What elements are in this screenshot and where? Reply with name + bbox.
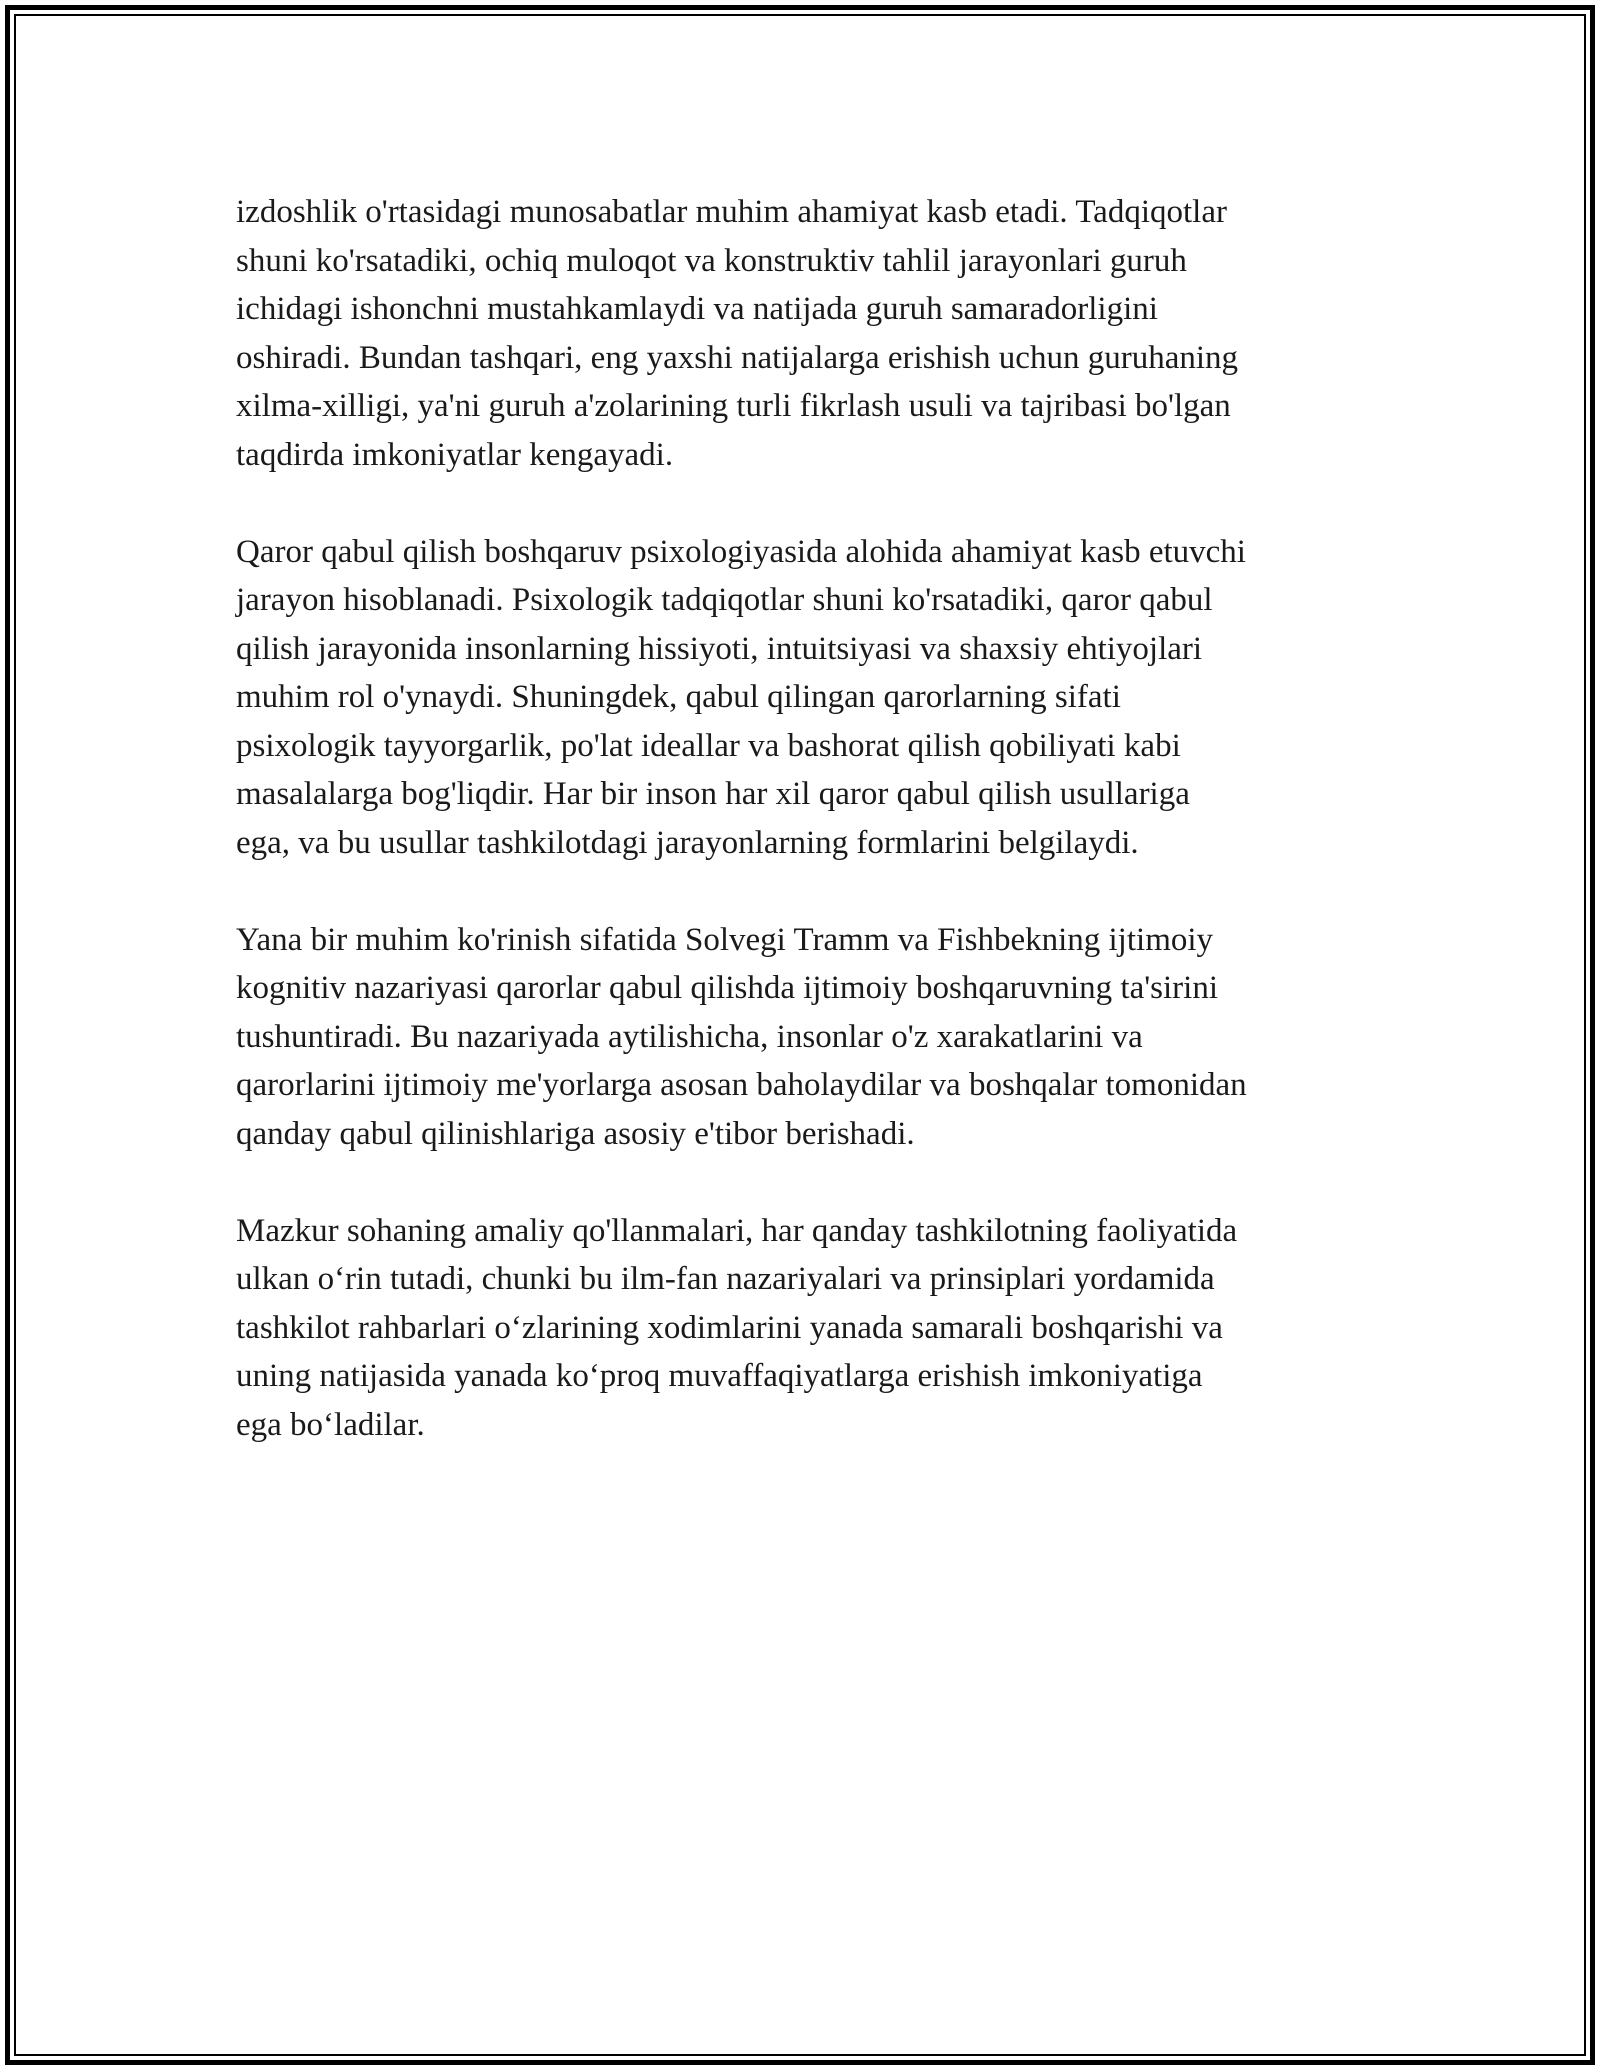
paragraph-group-ideas: izdoshlik o'rtasidagi munosabatlar muhim ahamiyat kasb etadi. Tadqiqotlar shuni ko'rsatadiki, ochiq muloqot va konstruktiv tahlil jarayonlari guruh ichidagi ishonchni mustahkamlaydi va natijada guruh samaradorligini oshiradi. Bundan tashqari, eng yaxshi natijalarga erishish uchun guruhaning xilma-xilligi, ya'ni guruh a'zolarining turli fikrlash usuli va tajribasi bo'lgan taqdirda imkoniyatlar kengayadi. <box>236 194 1239 473</box>
paragraph-social-cognitive-theory: Yana bir muhim ko'rinish sifatida Solvegi Tramm va Fishbekning ijtimoiy kognitiv nazariyasi qarorlar qabul qilishda ijtimoiy boshqaruvning ta'sirini tushuntiradi. Bu nazariyada aytilishicha, insonlar o'z xarakatlarini va qarorlarini ijtimoiy me'yorlarga asosan baholaydilar va boshqalar tomonidan qanday qabul qilinishlariga asosiy e'tibor berishadi. <box>236 921 1247 1152</box>
document-body <box>236 188 1396 1498</box>
paragraph-decision-making: Qaror qabul qilish boshqaruv psixologiyasida alohida ahamiyat kasb etuvchi jarayon hisoblanadi. Psixologik tadqiqotlar shuni ko'rsatadiki, qaror qabul qilish jarayonida insonlarning hissiyoti, intuitsiyasi va shaxsiy ehtiyojlari muhim rol o'ynaydi. Shuningdek, qabul qilingan qarorlarning sifati psixologik tayyorgarlik, po'lat ideallar va bashorat qilish qobiliyati kabi masalalarga bog'liqdir. Har bir inson har xil qaror qabul qilish usullariga ega, va bu usullar tashkilotdagi jarayonlarning formlarini belgilaydi. <box>236 533 1246 861</box>
paragraph-practical-applications: Mazkur sohaning amaliy qo'llanmalari, har qanday tashkilotning faoliyatida ulkan o‘rin tutadi, chunki bu ilm-fan nazariyalari va prinsiplari yordamida tashkilot rahbarlari o‘zlarining xodimlarini yanada samarali boshqarishi va uning natijasida yanada ko‘proq muvaffaqiyatlarga erishish imkoniyatiga ega bo‘ladilar. <box>236 1212 1238 1443</box>
